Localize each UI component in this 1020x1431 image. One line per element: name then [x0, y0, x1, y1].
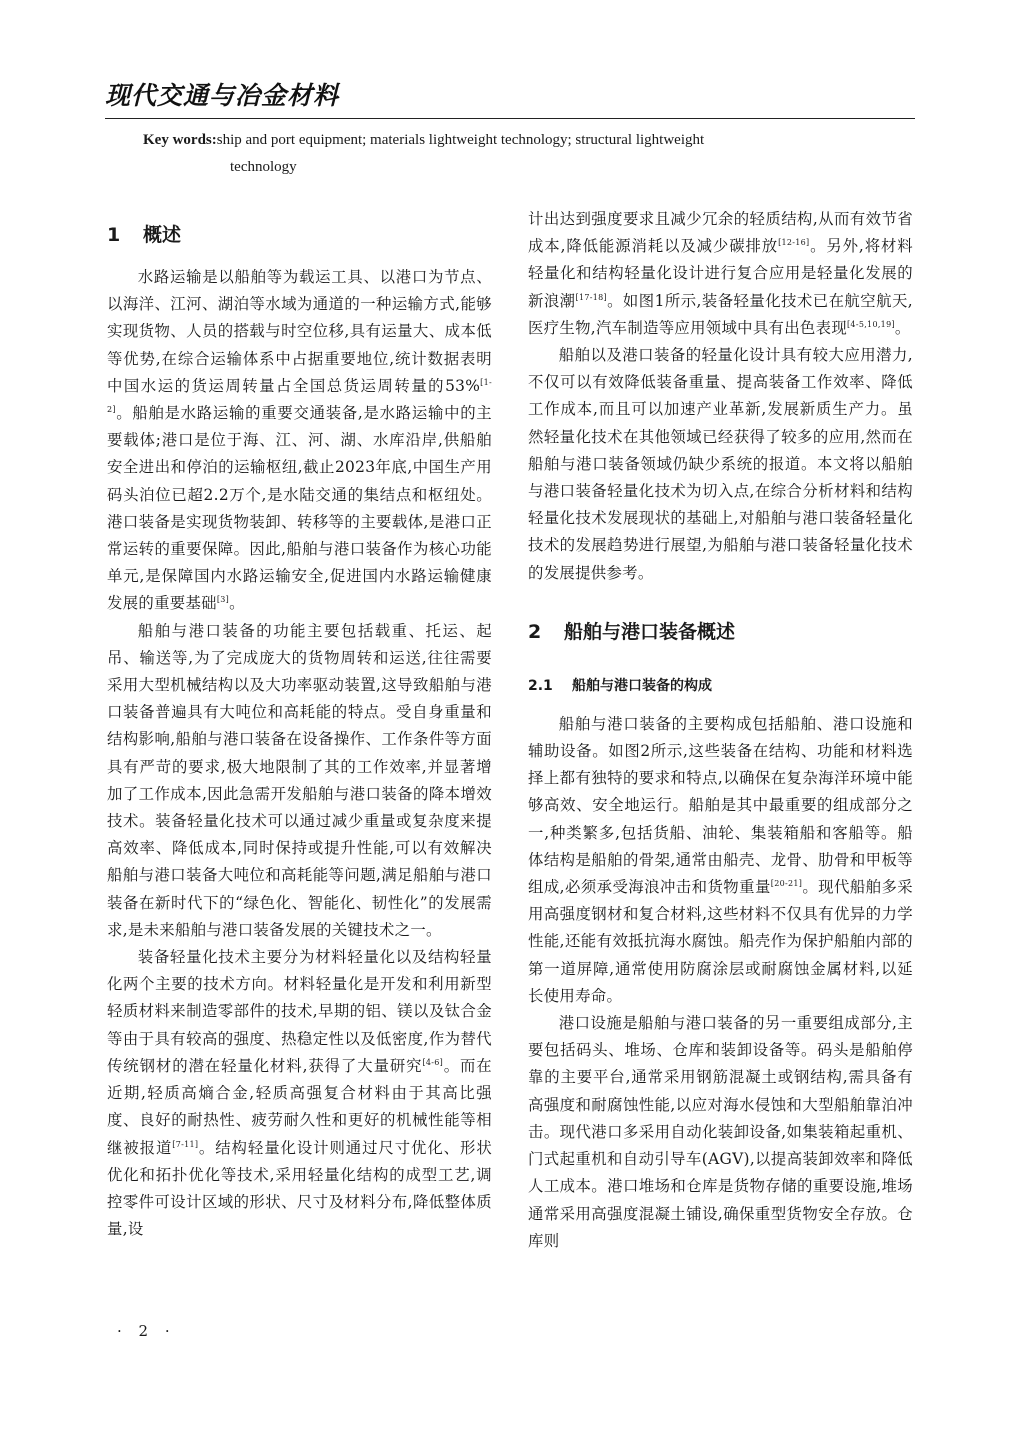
journal-title: 现代交通与冶金材料: [105, 81, 340, 110]
citation: [4-5,10,19]: [847, 319, 895, 329]
page-number: · 2 ·: [117, 1322, 176, 1340]
paragraph-text: 。另外,将材料轻量化和结构轻量化设计进行复合应用是轻量化发展的新浪潮: [528, 237, 913, 310]
paragraph-text: 装备轻量化技术主要分为材料轻量化以及结构轻量化两个主要的技术方向。材料轻量化是开发和利用新型轻质材料来制造零部件的技术,早期的铝、镁以及钛合金等由于具有较高的强度、热稳定性以及低密度,作为替代传统钢材的潜在轻量化材料,获得了大量研究: [107, 948, 492, 1075]
section-1-heading: [107, 206, 492, 264]
paragraph-text: 船舶与港口装备的主要构成包括船舶、港口设施和辅助设备。如图2所示,这些装备在结构、功能和材料选择上都有独特的要求和特点,以确保在复杂海洋环境中能够高效、安全地运行。船舶是其中最重要的组成部分之一,种类繁多,包括货船、油轮、集装箱船和客船等。船体结构是船舶的骨架,通常由船壳、龙骨、肋骨和甲板等组成,必须承受海浪冲击和货物重量: [528, 714, 913, 897]
paragraph-text: 水路运输是以船舶等为载运工具、以港口为节点、以海洋、江河、湖泊等水域为通道的一种运输方式,能够实现货物、人员的搭载与时空位移,具有运量大、成本低等优势,在综合运输体系中占据重要地位,统计数据表明中国水运的货运周转量占全国总货运周转量的53%: [107, 268, 492, 395]
citation: [12-16]: [778, 238, 810, 248]
citation: [17-18]: [575, 292, 607, 302]
header-rule: [105, 118, 915, 119]
citation: [7-11]: [172, 1139, 199, 1149]
section-2-title: 船舶与港口装备概述: [564, 620, 736, 643]
paragraph-text: 。结构轻量化设计则通过尺寸优化、形状优化和拓扑优化等技术,采用轻量化结构的成型工艺,调控零件可设计区域的形状、尺寸及材料分布,降低整体质量,设: [107, 1138, 493, 1239]
paragraph-text: 计出达到强度要求且减少冗余的轻质结构,从而有效节省成本,降低能源消耗以及减少碳排放: [528, 210, 913, 256]
section-1-paragraph-3-cont: [528, 206, 913, 342]
keywords-block: [143, 126, 833, 181]
paragraph-text: 。: [229, 594, 245, 613]
citation: [4-6]: [422, 1057, 444, 1067]
subsection-2-1-heading: [528, 661, 913, 711]
right-column: [528, 206, 913, 1255]
citation: [3]: [216, 595, 230, 605]
paragraph-text: 。如图1所示,装备轻量化技术已在航空航天,医疗生物,汽车制造等应用领域中具有出色表现: [528, 291, 913, 337]
section-1-title: 概述: [143, 224, 182, 246]
section-2-heading: [528, 603, 913, 661]
paragraph-text: 。: [894, 318, 911, 337]
section-1-paragraph-2: 船舶与港口装备的功能主要包括载重、托运、起吊、输送等,为了完成庞大的货物周转和运送,往往需要采用大型机械结构以及大功率驱动装置,这导致船舶与港口装备普遍具有大吨位和高耗能的特点。受自身重量和结构影响,船舶与港口装备在设备操作、工作条件等方面具有严苛的要求,极大地限制了其的工作效率,并显著增加了工作成本,因此急需开发船舶与港口装备的降本增效技术。装备轻量化技术可以通过减少重量或复杂度来提高效率、降低成本,同时保持或提升性能,可以有效解决船舶与港口装备大吨位和高耗能等问题,满足船舶与港口装备在新时代下的“绿色化、智能化、韧性化”的发展需求,是未来船舶与港口装备发展的关键技术之一。: [107, 621, 492, 939]
subsection-2-1-title: 船舶与港口装备的构成: [572, 677, 712, 694]
section-1-paragraph-3: [107, 944, 492, 1243]
keywords-line1: ship and port equipment; materials lightweight technology; structural lightweight: [216, 132, 705, 148]
citation: [1-2]: [107, 377, 492, 414]
section-gap: [528, 587, 913, 603]
section-1-paragraph-1: [107, 264, 492, 618]
citation: [20-21]: [770, 878, 803, 888]
subsection-2-1-number: 2.1: [528, 677, 553, 694]
paragraph-text: 。现代船舶多采用高强度钢材和复合材料,这些材料不仅具有优异的力学性能,还能有效抵抗海水腐蚀。船壳作为保护船舶内部的第一道屏障,通常使用防腐涂层或耐腐蚀金属材料,以延长使用寿命。: [528, 878, 913, 1005]
paragraph-text: 。而在近期,轻质高熵合金,轻质高强复合材料由于其高比强度、良好的耐热性、疲劳耐久性和更好的机械性能等相继被报道: [107, 1056, 492, 1157]
paragraph-text: 。船舶是水路运输的重要交通装备,是水路运输中的主要载体;港口是位于海、江、河、湖、水库沿岸,供船舶安全进出和停泊的运输枢纽,截止2023年底,中国生产用码头泊位已超2.2万个,是水陆交通的集结点和枢纽处。港口装备是实现货物装卸、转移等的主要载体,是港口正常运转的重要保障。因此,船舶与港口装备作为核心功能单元,是保障国内水路运输安全,促进国内水路运输健康发展的重要基础: [107, 404, 492, 613]
section-1-number: 1: [107, 224, 121, 246]
keywords-line2: technology: [230, 159, 297, 175]
section-2-paragraph-1: [528, 711, 913, 1010]
left-column: [107, 206, 492, 1243]
section-1-paragraph-4: 船舶以及港口装备的轻量化设计具有较大应用潜力,不仅可以有效降低装备重量、提高装备工作效率、降低工作成本,而且可以加速产业革新,发展新质生产力。虽然轻量化技术在其他领域已经获得了较多的应用,然而在船舶与港口装备领域仍缺少系统的报道。本文将以船舶与港口装备轻量化技术为切入点,在综合分析材料和结构轻量化技术发展现状的基础上,对船舶与港口装备轻量化技术的发展趋势进行展望,为船舶与港口装备轻量化技术的发展提供参考。: [528, 346, 913, 582]
section-2-paragraph-2: 港口设施是船舶与港口装备的另一重要组成部分,主要包括码头、堆场、仓库和装卸设备等。码头是船舶停靠的主要平台,通常采用钢筋混凝土或钢结构,需具备有高强度和耐腐蚀性能,以应对海水侵蚀和大型船舶靠泊冲击。现代港口多采用自动化装卸设备,如集装箱起重机、门式起重机和自动引导车(AGV),以提高装卸效率和降低人工成本。港口堆场和仓库是货物存储的重要设施,堆场通常采用高强度混凝土铺设,确保重型货物安全存放。仓库则: [528, 1014, 913, 1250]
keywords-label: Key words:: [143, 132, 217, 148]
section-2-number: 2: [528, 620, 542, 643]
